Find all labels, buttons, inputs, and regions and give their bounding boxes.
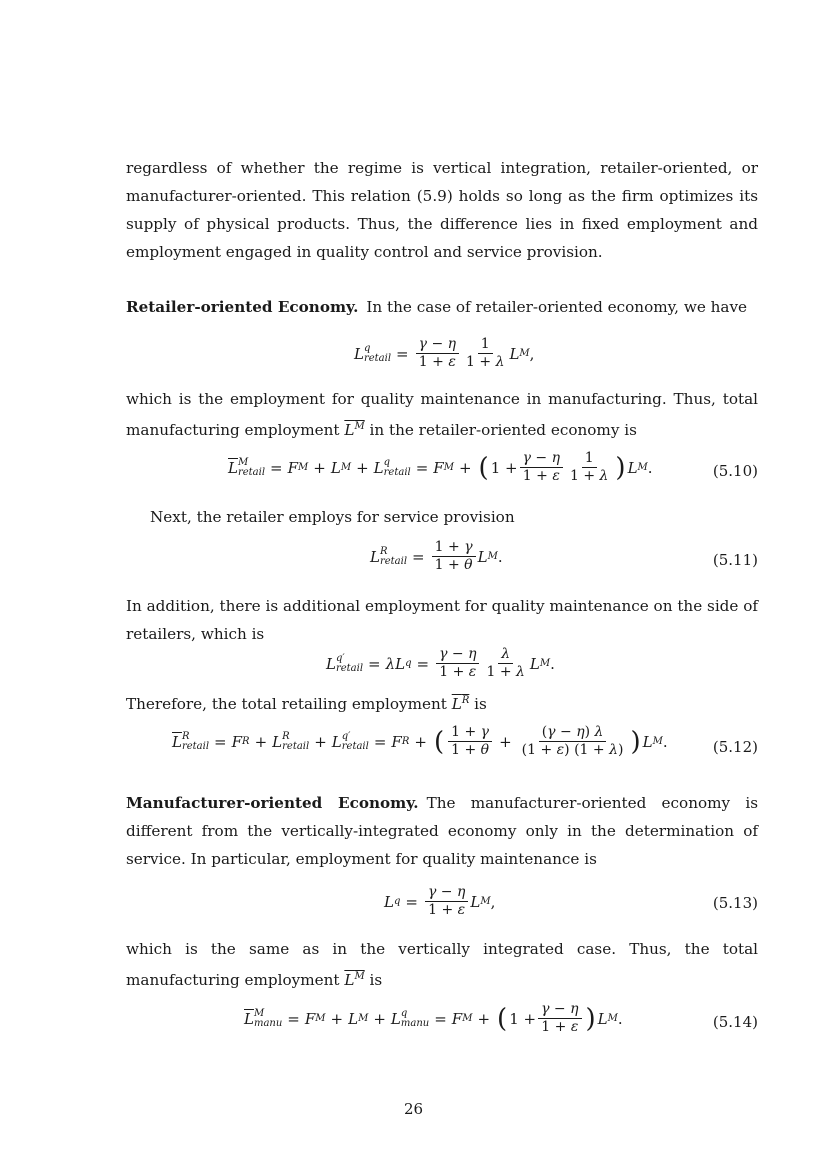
equation-5-10: $\overline{L}$ M retail = F M + L M + L q retail = F M + ( 1 + $\frac{\gamma - \eta}{1 + \varepsilon}$ $\frac{1}{1 + \lambda}$ ) L M . (5.10): [228, 450, 758, 484]
paragraph-additional-employment: In addition, there is additional employment for quality maintenance on the side of retailers, which is: [126, 597, 758, 643]
symbol-lm-bar-2: $L^M$: [344, 971, 365, 990]
paragraph-quality-manufacturing: [126, 385, 758, 444]
section-heading-retailer: Retailer-oriented Economy.: [126, 298, 359, 316]
paragraph-manufacturer-oriented: [126, 789, 758, 873]
retailer-intro-text: In the case of retailer-oriented economy, we have: [366, 298, 748, 316]
symbol-lm-bar: $L^M$: [344, 421, 365, 440]
section-heading-manufacturer: Manufacturer-oriented Economy.: [126, 794, 419, 812]
equation-5-11: L R retail = $\frac{1 + \gamma}{1 + \theta}$ L M . (5.11): [370, 539, 758, 573]
equation-5-13: L q = $\frac{\gamma - \eta}{1 + \varepsilon}$ L M , (5.13): [384, 884, 758, 918]
quality-manufacturing-text: which is the employment for quality maintenance in manufacturing. Thus, total manufacturing employment: [126, 390, 758, 440]
total-retailing-end: is: [474, 695, 487, 714]
equation-number-5-12: (5.12): [712, 738, 758, 756]
paragraph-retailer-oriented: [126, 293, 758, 321]
vertically-integrated-end: is: [369, 971, 383, 990]
equation-number-5-10: (5.10): [712, 462, 758, 480]
page-number: 26: [403, 1100, 424, 1118]
equation-5-14: $\overline{L}$ M manu = F M + L M + L q manu = F M + ( 1 + $\frac{\gamma - \eta}{1 + \varepsilon}$ ) L M . (5.14): [244, 1001, 758, 1035]
symbol-lr-bar: $L^R$: [451, 695, 470, 714]
total-retailing-text: Therefore, the total retailing employment: [126, 695, 447, 714]
paragraph-total-retailing: [126, 687, 758, 718]
vertically-integrated-text: which is the same as in the vertically integrated case. Thus, the total manufacturing employment: [126, 940, 758, 990]
equation-number-5-14: (5.14): [712, 1013, 758, 1031]
equation-lq-retail: L q retail = $\frac{\gamma - \eta}{1 + \varepsilon}$ $\frac{1}{1 + \lambda}$ L M ,: [354, 336, 535, 370]
equation-number-5-13: (5.13): [712, 894, 758, 912]
paragraph-service-provision: Next, the retailer employs for service provision: [150, 508, 515, 526]
equation-5-12: $\overline{L}$ R retail = F R + L R retail + L q′ retail = F R + ( $\frac{1 + \gamma}{1 + \theta}$ + $\frac{(\gamma - \eta) \lambda}{(1 + \varepsilon) (1 + \lambda)}$ ) L M . (5.12): [172, 724, 758, 758]
quality-manufacturing-end: in the retailer-oriented economy is: [369, 421, 637, 440]
equation-number-5-11: (5.11): [712, 551, 758, 569]
paragraph-vertically-integrated: [126, 935, 758, 994]
equation-lq-prime-retail: L q′ retail = λL q = $\frac{\gamma - \eta}{1 + \varepsilon}$ $\frac{\lambda}{1 + \lambda}$ L M .: [326, 646, 555, 680]
manufacturer-intro-text: The manufacturer-oriented economy is different from the vertically-integrated economy only in the determination of service. In particular, employment for quality maintenance is: [126, 794, 759, 868]
paragraph-intro: regardless of whether the regime is vertical integration, retailer-oriented, or manufacturer-oriented. This relation (5.9) holds so long as the firm optimizes its supply of physical products. Thus, the difference lies in fixed employment and employment engaged in quality control and service provision.: [126, 159, 758, 261]
